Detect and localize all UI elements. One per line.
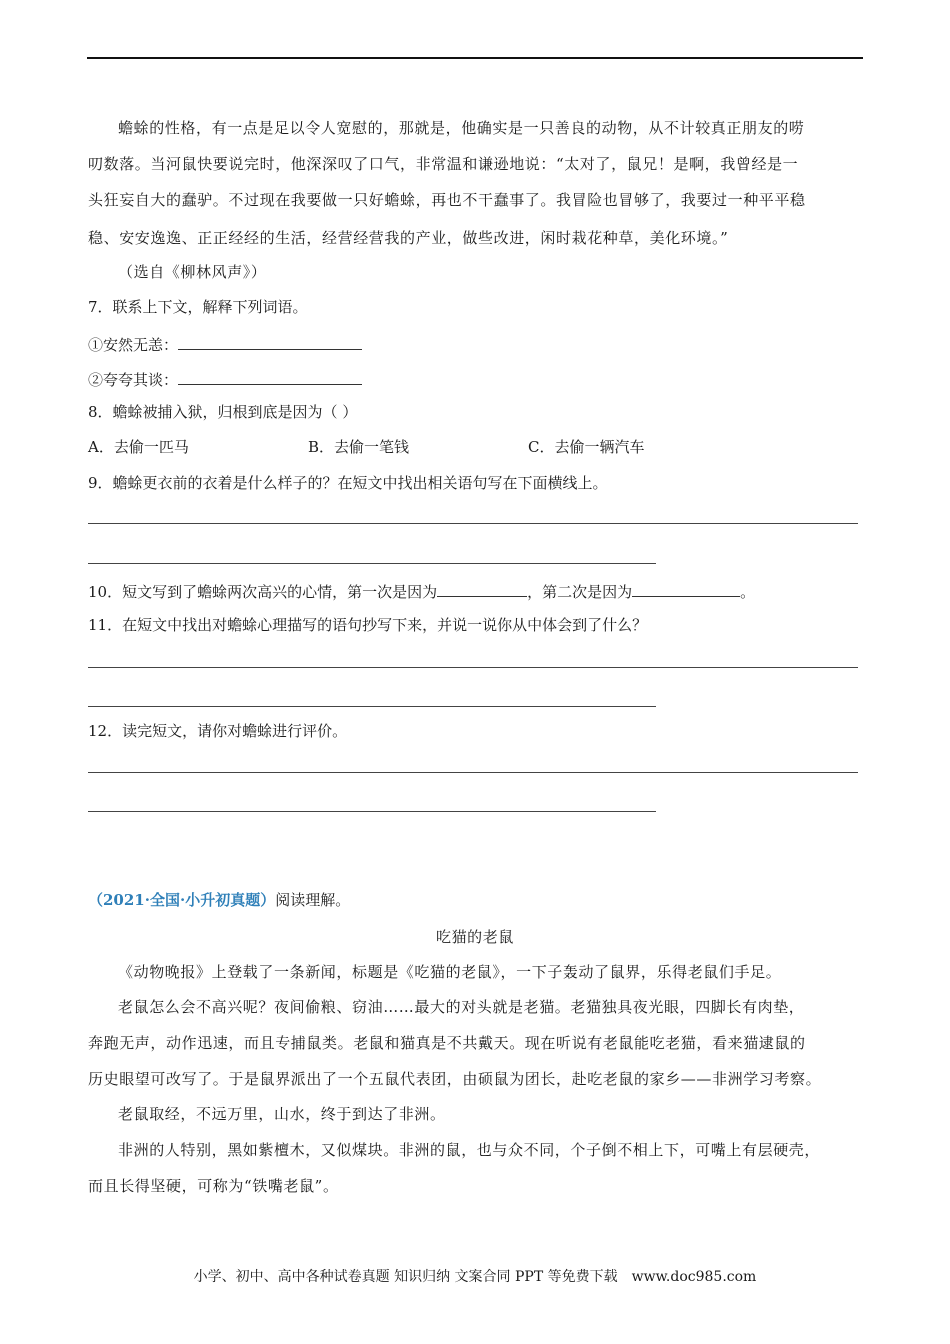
q10-blank-2[interactable] bbox=[632, 581, 740, 597]
q8-option-a[interactable]: A．去偷一匹马 bbox=[88, 438, 189, 456]
story-title: 吃猫的老鼠 bbox=[435, 928, 514, 946]
q7-item-2 bbox=[88, 369, 362, 389]
story-line: 老鼠取经，不远万里，山水，终于到达了非洲。 bbox=[118, 1105, 446, 1123]
story-line: 《动物晚报》上登载了一条新闻，标题是《吃猫的老鼠》，一下子轰动了鼠界，乐得老鼠们手足。 bbox=[118, 963, 782, 981]
q12-answer-line-2[interactable] bbox=[88, 811, 656, 812]
q7-item-1 bbox=[88, 334, 362, 354]
passage-line: 蟾蜍的性格，有一点是足以令人宽慰的，那就是，他确实是一只善良的动物，从不计较真正朋友的唠 bbox=[118, 119, 805, 137]
q8-option-b[interactable]: B．去偷一笔钱 bbox=[308, 438, 410, 456]
passage-line: 头狂妄自大的蠢驴。不过现在我要做一只好蟾蜍，再也不干蠢事了。我冒险也冒够了，我要过一种平平稳 bbox=[88, 191, 806, 209]
question-9: 9．蟾蜍更衣前的衣着是什么样子的？在短文中找出相关语句写在下面横线上。 bbox=[88, 474, 608, 492]
q10-part-3: 。 bbox=[740, 583, 756, 601]
story-line: 非洲的人特别，黑如紫檀木，又似煤块。非洲的鼠，也与众不同，个子倒不相上下，可嘴上有层硬壳， bbox=[118, 1141, 821, 1159]
q7-item-2-blank[interactable] bbox=[178, 369, 362, 385]
q10-part-1: 10．短文写到了蟾蜍两次高兴的心情，第一次是因为 bbox=[88, 583, 438, 601]
q10-blank-1[interactable] bbox=[437, 581, 527, 597]
q9-answer-line-2[interactable] bbox=[88, 563, 656, 564]
section-2-instruction: 阅读理解。 bbox=[275, 891, 351, 909]
passage-line: 叨数落。当河鼠快要说完时，他深深叹了口气，非常温和谦逊地说：“太对了，鼠兄！是啊，我曾经是一 bbox=[88, 155, 799, 173]
story-line: 历史眼望可改写了。于是鼠界派出了一个五鼠代表团，由硕鼠为团长，赴吃老鼠的家乡——非洲学习考察。 bbox=[88, 1070, 822, 1088]
question-8: 8．蟾蜍被捕入狱，归根到底是因为（ ） bbox=[88, 403, 358, 421]
q7-item-2-label: ②夸夸其谈： bbox=[88, 371, 179, 389]
q11-answer-line-1[interactable] bbox=[88, 667, 858, 668]
passage-source: （选自《柳林风声》） bbox=[118, 263, 267, 281]
passage-line: 稳、安安逸逸、正正经经的生活，经营经营我的产业，做些改进，闲时栽花种草，美化环境。” bbox=[88, 229, 729, 247]
question-10 bbox=[88, 581, 755, 601]
story-line: 奔跑无声，动作迅速，而且专捕鼠类。老鼠和猫真是不共戴天。现在听说有老鼠能吃老猫，看来猫逮鼠的 bbox=[88, 1034, 806, 1052]
question-7: 7．联系上下文，解释下列词语。 bbox=[88, 298, 308, 316]
section-2-header bbox=[88, 891, 350, 909]
question-11: 11．在短文中找出对蟾蜍心理描写的语句抄写下来，并说一说你从中体会到了什么？ bbox=[88, 616, 648, 634]
q7-item-1-label: ①安然无恙： bbox=[88, 336, 179, 354]
question-12: 12．读完短文，请你对蟾蜍进行评价。 bbox=[88, 722, 348, 740]
q8-options bbox=[88, 438, 644, 456]
q12-answer-line-1[interactable] bbox=[88, 772, 858, 773]
q9-answer-line-1[interactable] bbox=[88, 523, 858, 524]
q11-answer-line-2[interactable] bbox=[88, 706, 656, 707]
story-line: 而且长得坚硬，可称为“铁嘴老鼠”。 bbox=[88, 1177, 339, 1195]
page-footer: 小学、初中、高中各种试卷真题 知识归纳 文案合同 PPT 等免费下载 www.doc985.com bbox=[193, 1269, 757, 1285]
q8-option-c[interactable]: C．去偷一辆汽车 bbox=[528, 438, 645, 456]
story-line: 老鼠怎么会不高兴呢？夜间偷粮、窃油……最大的对头就是老猫。老猫独具夜光眼，四脚长有肉垫， bbox=[118, 998, 805, 1016]
q10-part-2: ，第二次是因为 bbox=[527, 583, 633, 601]
q7-item-1-blank[interactable] bbox=[178, 334, 362, 350]
source-tag: （2021·全国·小升初真题） bbox=[88, 891, 276, 909]
header-rule bbox=[87, 57, 863, 59]
